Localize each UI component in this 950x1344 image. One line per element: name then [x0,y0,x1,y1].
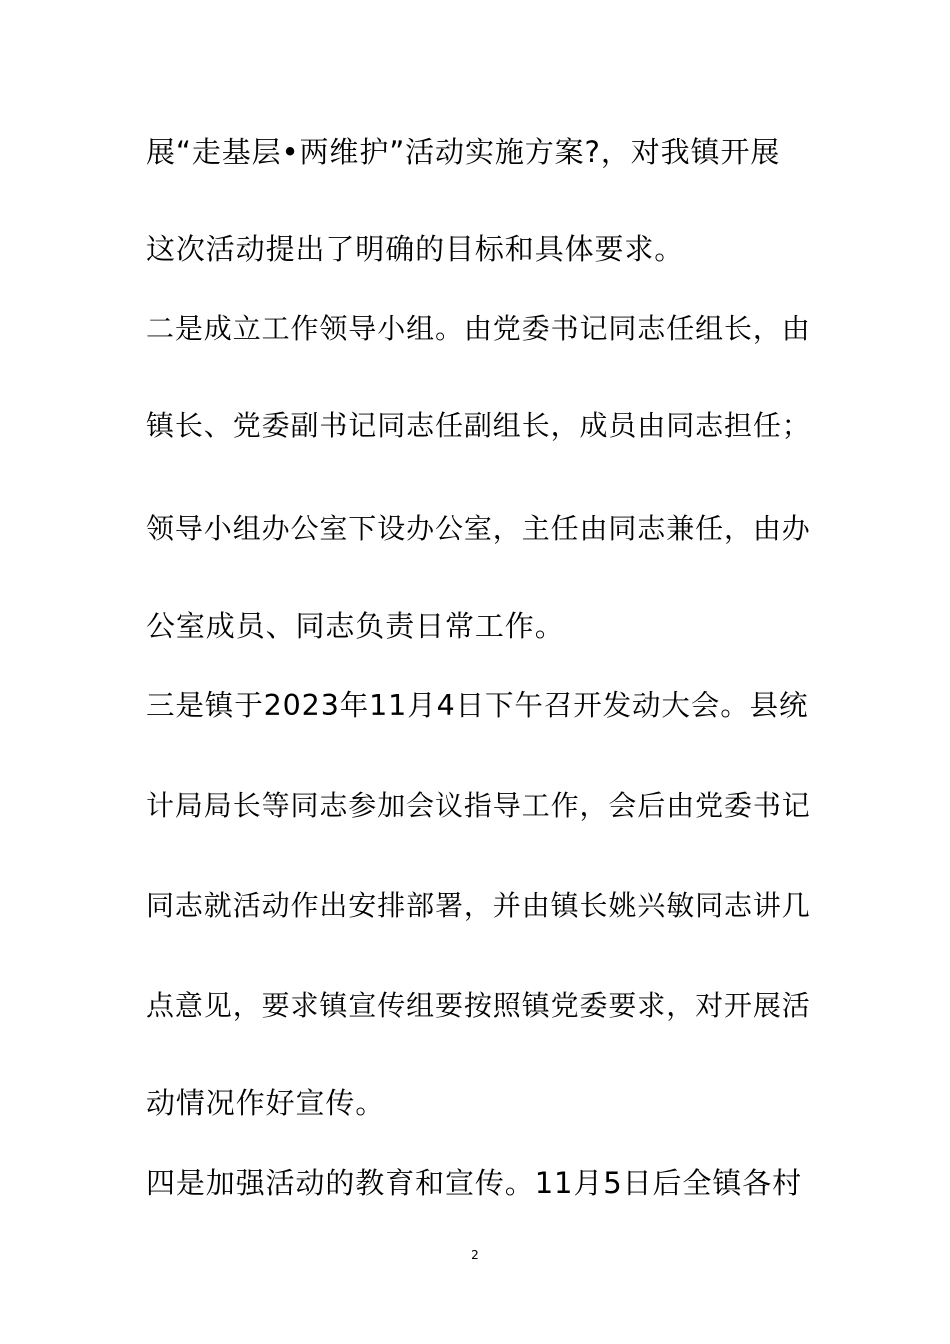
text-line: 二是成立工作领导小组。由党委书记同志任组长，由 [146,312,811,345]
text-line: 领导小组办公室下设办公室，主任由同志兼任，由办 [146,512,811,545]
text-line: 计局局长等同志参加会议指导工作，会后由党委书记 [146,789,811,822]
text-line: 公室成员、同志负责日常工作。 [146,609,565,643]
text-line: 动情况作好宣传。 [146,1086,386,1120]
text-line: 这次活动提出了明确的目标和具体要求。 [146,232,685,266]
text-line: 三是镇于2023年11月4日下午召开发动大会。县统 [146,689,809,722]
text-line: 点意见，要求镇宣传组要按照镇党委要求，对开展活 [146,989,811,1022]
text-line: 四是加强活动的教育和宣传。11月5日后全镇各村 [146,1166,803,1200]
text-line: 同志就活动作出安排部署，并由镇长姚兴敏同志讲几 [146,889,811,922]
text-line: 展“走基层•两维护”活动实施方案?，对我镇开展 [146,135,781,169]
page-number: 2 [471,1248,479,1262]
text-line: 镇长、党委副书记同志任副组长，成员由同志担任； [146,409,811,442]
